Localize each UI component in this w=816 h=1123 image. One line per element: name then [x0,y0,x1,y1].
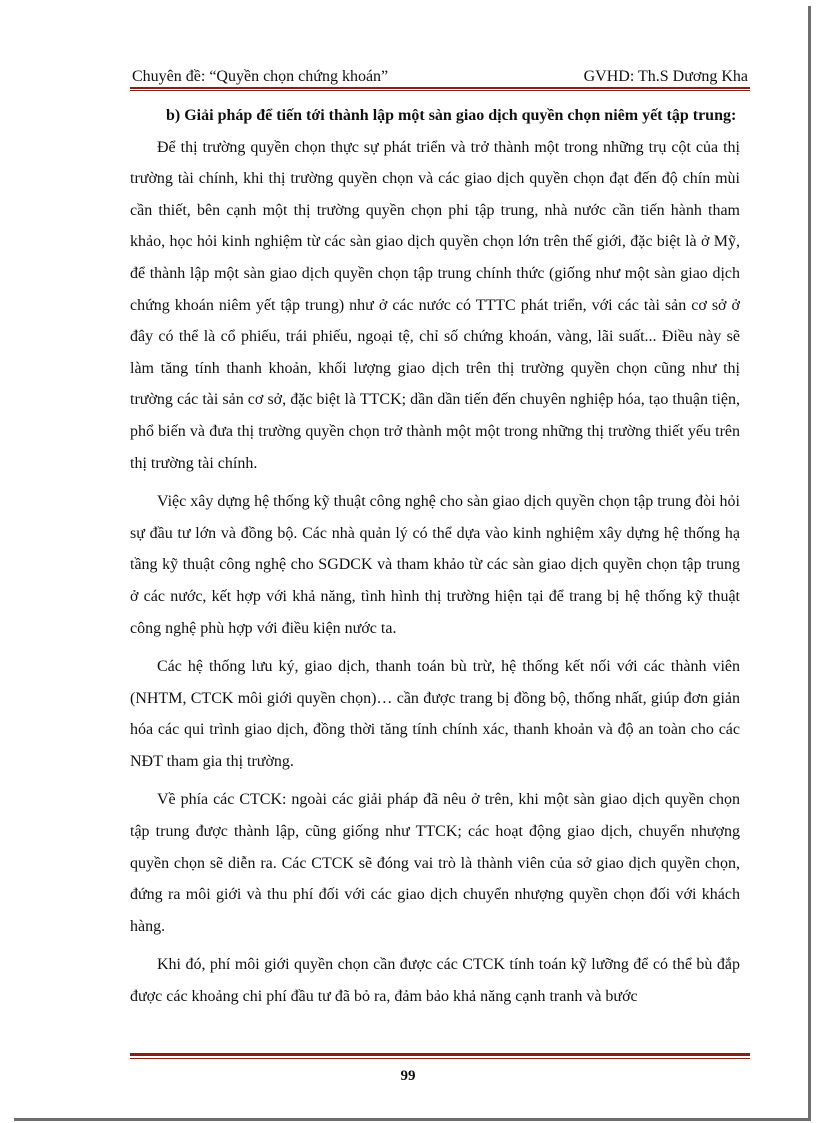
paragraph: Về phía các CTCK: ngoài các giải pháp đã nêu ở trên, khi một sàn giao dịch quyền chọn tập trung được thành lập, cũng giống như TTCK; các hoạt động giao dịch, chuyển nhượng quyền chọn sẽ diễn ra. Các CTCK sẽ đóng vai trò là thành viên của sở giao dịch quyền chọn, đứng ra môi giới và thu phí đối với các giao dịch chuyển nhượng quyền chọn đối với khách hàng. [130,791,740,935]
paragraph: Việc xây dựng hệ thống kỹ thuật công nghệ cho sàn giao dịch quyền chọn tập trung đòi hỏi sự đầu tư lớn và đồng bộ. Các nhà quản lý có thể dựa vào kinh nghiệm xây dựng hệ thống hạ tầng kỹ thuật công nghệ cho SGDCK và tham khảo từ các sàn giao dịch quyền chọn tập trung ở các nước, kết hợp với khả năng, tình hình thị trường hiện tại để trang bị hệ thống kỹ thuật công nghệ phù hợp với điều kiện nước ta. [130,493,740,637]
header-divider [130,87,750,91]
page-number: 99 [400,1068,416,1084]
paragraph: Khi đó, phí môi giới quyền chọn cần được các CTCK tính toán kỹ lưỡng để có thể bù đắp được các khoảng chi phí đầu tư đã bỏ ra, đảm bảo khả năng cạnh tranh và bước [130,956,740,1006]
section-title: Giải pháp để tiến tới thành lập một sàn giao dịch quyền chọn niêm yết tập trung: [184,107,737,124]
footer-divider [130,1053,750,1059]
page-shadow-right [808,6,811,1120]
header-supervisor: GVHD: Th.S Dương Kha [583,68,748,85]
page-body [130,100,740,1020]
paragraph: Các hệ thống lưu ký, giao dịch, thanh toán bù trừ, hệ thống kết nối với các thành viên (NHTM, CTCK môi giới quyền chọn)… cần được trang bị đồng bộ, thống nhất, giúp đơn giản hóa các qui trình giao dịch, đồng thời tăng tính chính xác, thanh khoản và độ an toàn cho các NĐT tham gia thị trường. [130,658,740,770]
section-heading [130,100,740,132]
paragraph: Để thị trường quyền chọn thực sự phát triển và trở thành một trong những trụ cột của thị trường tài chính, khi thị trường quyền chọn và các giao dịch quyền chọn đạt đến độ chín mùi cần thiết, bên cạnh một thị trường quyền chọn phi tập trung, nhà nước cần tiến hành tham khảo, học hỏi kinh nghiệm từ các sàn giao dịch quyền chọn lớn trên thế giới, đặc biệt là ở Mỹ, để thành lập một sàn giao dịch quyền chọn tập trung chính thức (giống như một sàn giao dịch chứng khoán niêm yết tập trung) như ở các nước có TTTC phát triển, với các tài sản cơ sở ở đây có thể là cổ phiếu, trái phiếu, ngoại tệ, chỉ số chứng khoán, vàng, lãi suất... Điều này sẽ làm tăng tính thanh khoản, khối lượng giao dịch trên thị trường quyền chọn cũng như thị trường các tài sản cơ sở, đặc biệt là TTCK; dần dần tiến đến chuyên nghiệp hóa, tạo thuận tiện, phổ biến và đưa thị trường quyền chọn trở thành một một trong những thị trường thiết yếu trên thị trường tài chính. [130,138,740,472]
page-shadow-bottom [14,1118,811,1121]
page-header [132,62,748,86]
header-topic: Chuyên đề: “Quyền chọn chứng khoán” [132,68,389,85]
section-marker: b) [166,107,181,124]
